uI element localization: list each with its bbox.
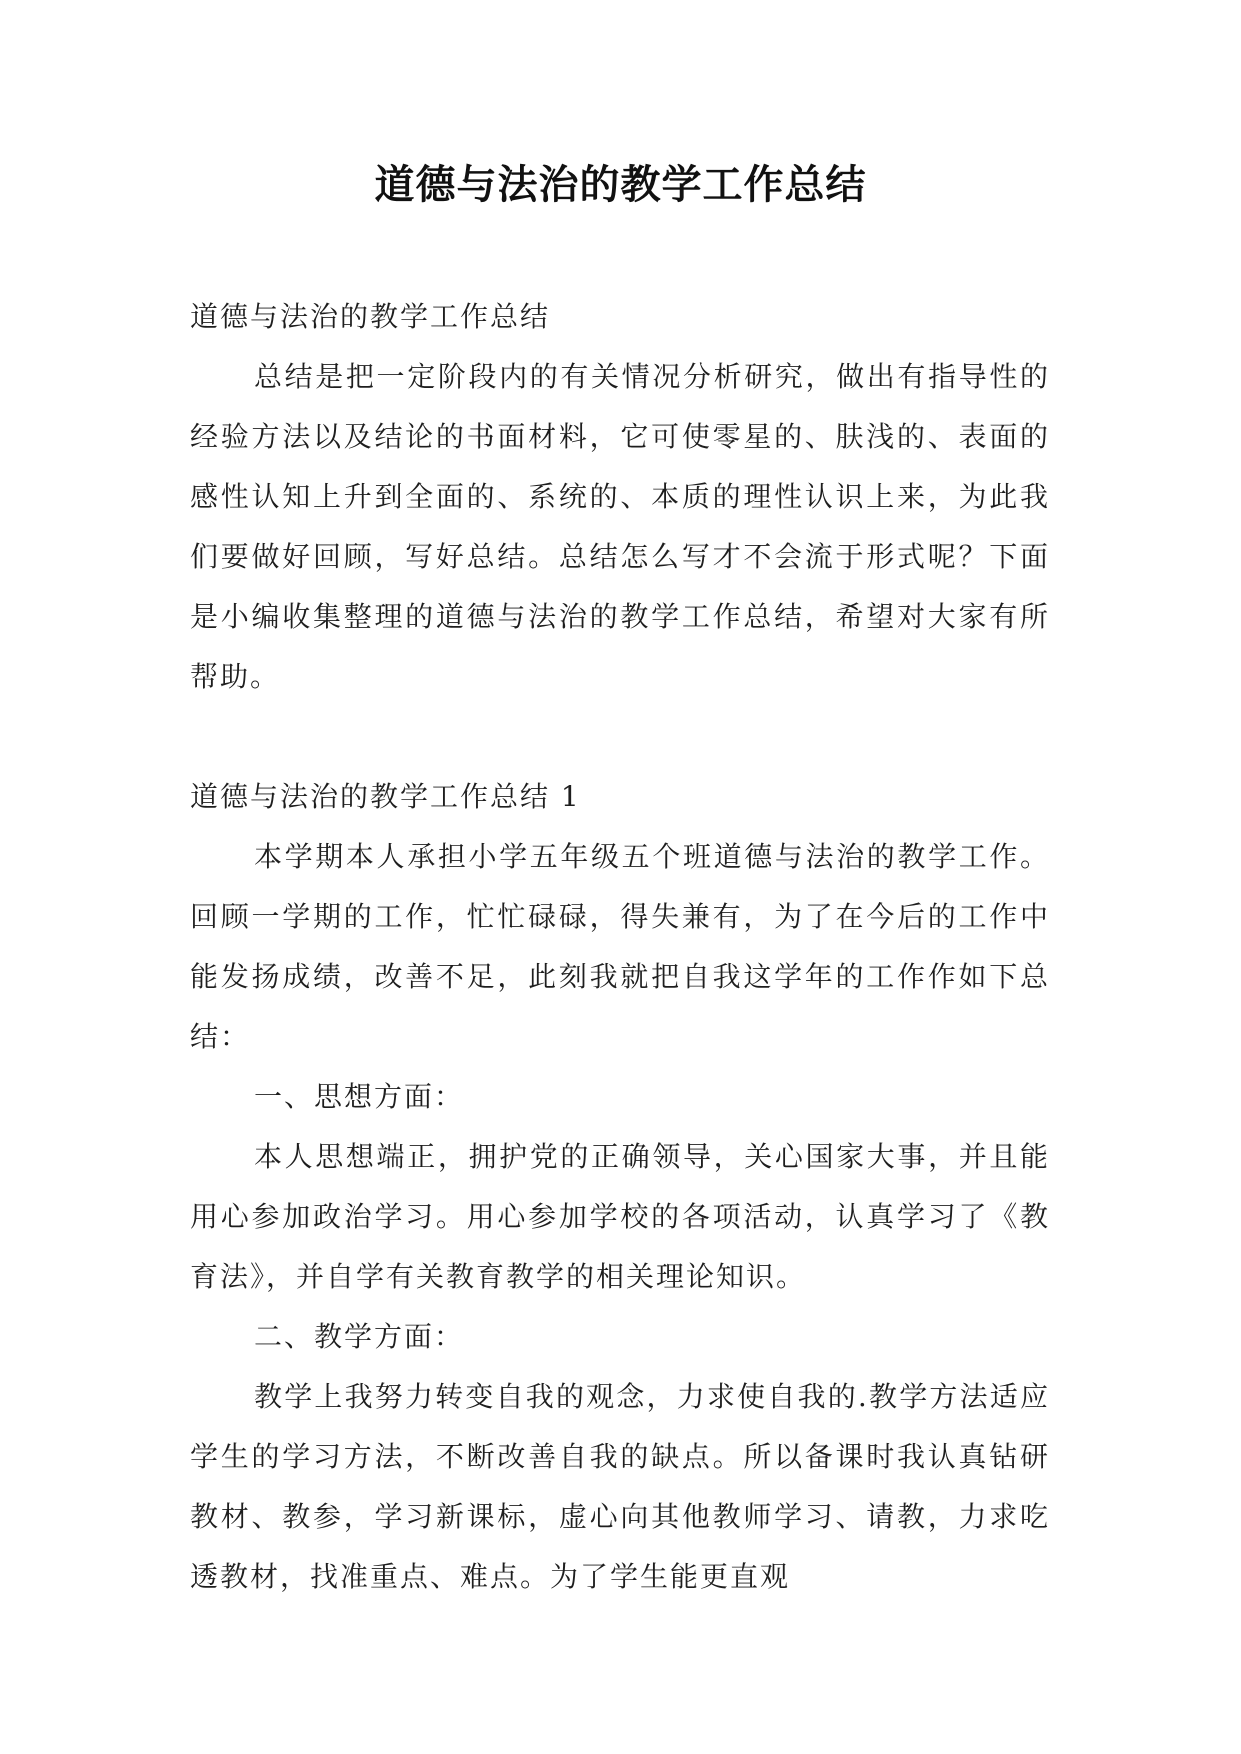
part-title-thought: 一、思想方面： bbox=[254, 1080, 465, 1113]
document-body bbox=[190, 287, 1050, 1607]
part-title-teaching: 二、教学方面： bbox=[254, 1320, 465, 1353]
document-subtitle: 道德与法治的教学工作总结 bbox=[190, 300, 551, 333]
section-paragraph: 本学期本人承担小学五年级五个班道德与法治的教学工作。回顾一学期的工作，忙忙碌碌，得失兼有，为了在今后的工作中能发扬成绩，改善不足，此刻我就把自我这学年的工作作如下总结： bbox=[190, 840, 1050, 1053]
intro-paragraph: 总结是把一定阶段内的有关情况分析研究，做出有指导性的经验方法以及结论的书面材料，它可使零星的、肤浅的、表面的感性认知上升到全面的、系统的、本质的理性认识上来，为此我们要做好回顾，写好总结。总结怎么写才不会流于形式呢？下面是小编收集整理的道德与法治的教学工作总结，希望对大家有所帮助。 bbox=[190, 360, 1050, 693]
part-text-thought: 本人思想端正，拥护党的正确领导，关心国家大事，并且能用心参加政治学习。用心参加学校的各项活动，认真学习了《教育法》，并自学有关教育教学的相关理论知识。 bbox=[190, 1140, 1050, 1293]
section-heading: 道德与法治的教学工作总结 1 bbox=[190, 780, 581, 813]
page-title: 道德与法治的教学工作总结 bbox=[374, 161, 867, 208]
section-spacer bbox=[190, 707, 1050, 767]
part-text-teaching: 教学上我努力转变自我的观念，力求使自我的.教学方法适应学生的学习方法，不断改善自我的缺点。所以备课时我认真钻研教材、教参，学习新课标，虚心向其他教师学习、请教，力求吃透教材，找准重点、难点。为了学生能更直观 bbox=[190, 1380, 1050, 1593]
